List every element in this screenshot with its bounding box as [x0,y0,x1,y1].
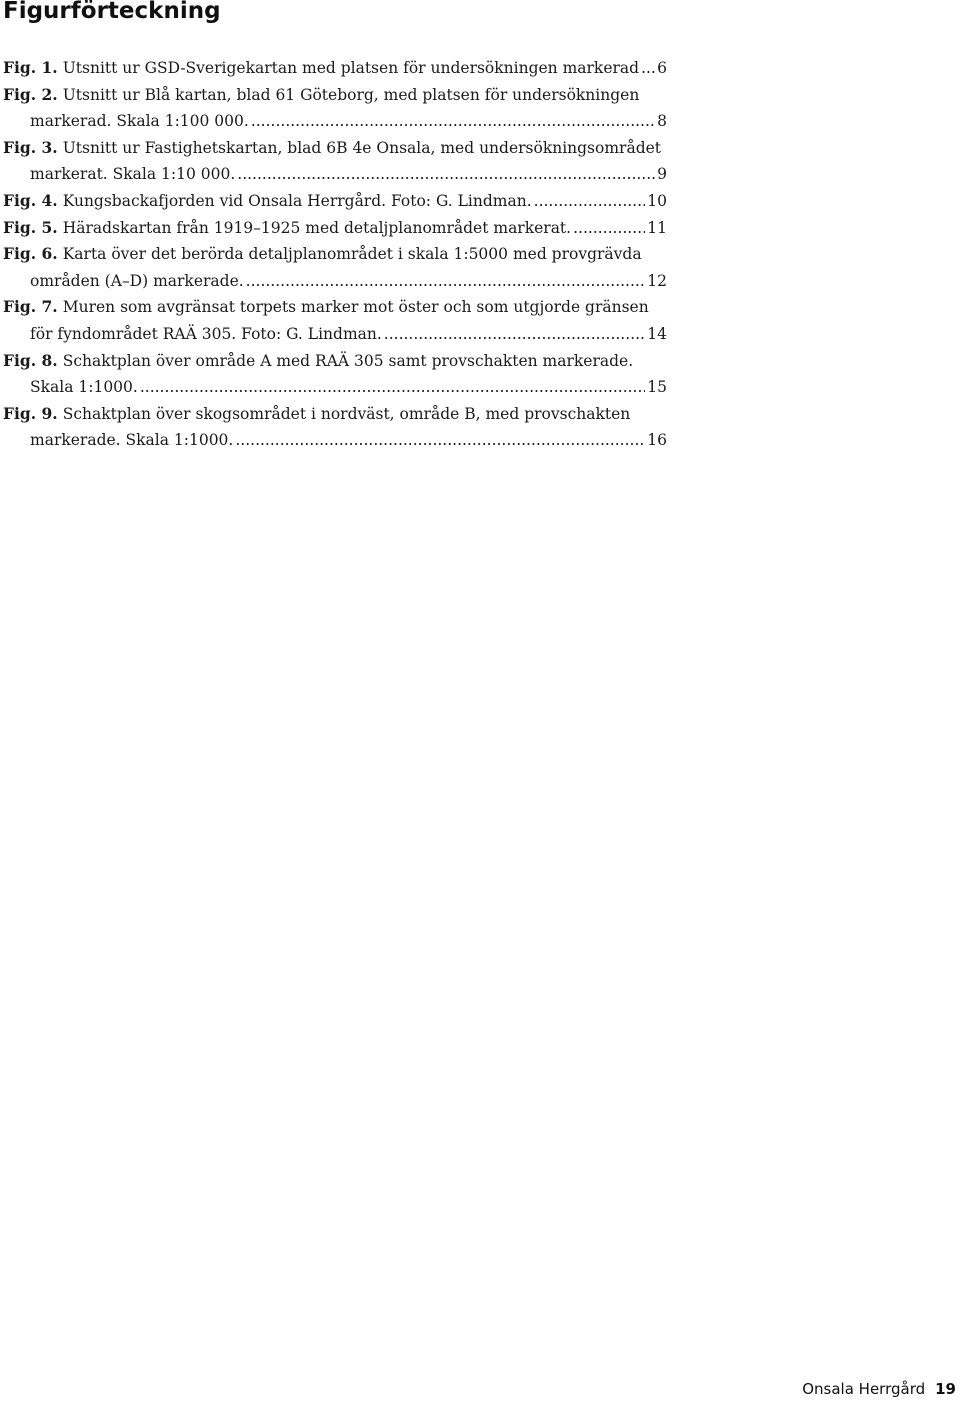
figure-label: Fig. 8. [3,350,58,370]
figure-label: Fig. 5. [3,217,58,237]
figure-caption-line: Skala 1:1000. [30,378,138,397]
figure-caption-line: Muren som avgränsat torpets marker mot öster och som utgjorde gränsen [62,298,649,317]
figure-caption-line: för fyndområdet RAÄ 305. Foto: G. Lindman. [30,324,382,343]
page-title: Figurförteckning [3,0,221,24]
figure-page-number: 12 [647,271,667,290]
figure-caption-line: områden (A–D) markerade. [30,271,244,290]
figure-entry-8[interactable] [3,348,667,401]
figure-caption-line: Kungsbackafjorden vid Onsala Herrgård. Foto: G. Lindman. [62,191,532,210]
figure-caption-line: Karta över det berörda detaljplanområdet i skala 1:5000 med provgrävda [62,245,642,264]
figure-caption-line: Häradskartan från 1919–1925 med detaljplanområdet markerat. [62,218,572,237]
figure-entry-7[interactable] [3,294,667,347]
figure-page-number: 15 [647,378,667,397]
figure-label: Fig. 3. [3,137,58,157]
figure-label: Fig. 4. [3,190,58,210]
figure-page-number: 14 [647,324,667,343]
figure-entry-2[interactable] [3,82,667,135]
figure-page-number: 16 [647,431,667,450]
figure-caption-line: markerat. Skala 1:10 000. [30,165,236,184]
figure-caption-line: Utsnitt ur GSD-Sverigekartan med platsen för undersökningen markerad [62,59,640,77]
figure-entry-1[interactable] [3,55,667,82]
footer-page-number: 19 [935,1380,956,1398]
figure-entry-5[interactable] [3,215,667,242]
figure-entry-4[interactable] [3,188,667,215]
dot-leader [235,427,645,454]
figure-entry-6[interactable] [3,241,667,294]
figure-caption-line: Schaktplan över skogsområdet i nordväst, område B, med provschakten [62,404,631,423]
dot-leader [140,374,645,401]
figure-page-number: 11 [647,218,667,237]
dot-leader [246,268,646,295]
figure-label: Fig. 2. [3,84,58,104]
figure-caption-line: Schaktplan över område A med RAÄ 305 samt provschakten markerade. [62,351,634,370]
figure-caption-line: markerade. Skala 1:1000. [30,431,234,450]
dot-leader [641,55,655,82]
figure-label: Fig. 1. [3,58,58,77]
figure-page-number: 9 [657,165,667,184]
dot-leader [251,108,655,135]
dot-leader [573,215,645,242]
figure-caption-line: markerad. Skala 1:100 000. [30,112,249,131]
figure-caption-line: Utsnitt ur Fastighetskartan, blad 6B 4e Onsala, med undersökningsområdet [62,138,662,157]
figure-label: Fig. 7. [3,297,58,317]
figure-entry-9[interactable] [3,401,667,454]
page-footer [802,1375,956,1403]
figure-page-number: 10 [647,191,667,210]
figure-entry-3[interactable] [3,135,667,188]
figure-label: Fig. 6. [3,244,58,264]
figure-caption-line: Utsnitt ur Blå kartan, blad 61 Göteborg, med platsen för undersökningen [62,85,640,104]
dot-leader [384,321,645,348]
figure-list [3,55,667,454]
dot-leader [237,161,655,188]
dot-leader [534,188,646,215]
footer-document-title: Onsala Herrgård [802,1380,926,1398]
figure-page-number: 6 [657,59,667,77]
figure-label: Fig. 9. [3,403,58,423]
figure-page-number: 8 [657,112,667,131]
